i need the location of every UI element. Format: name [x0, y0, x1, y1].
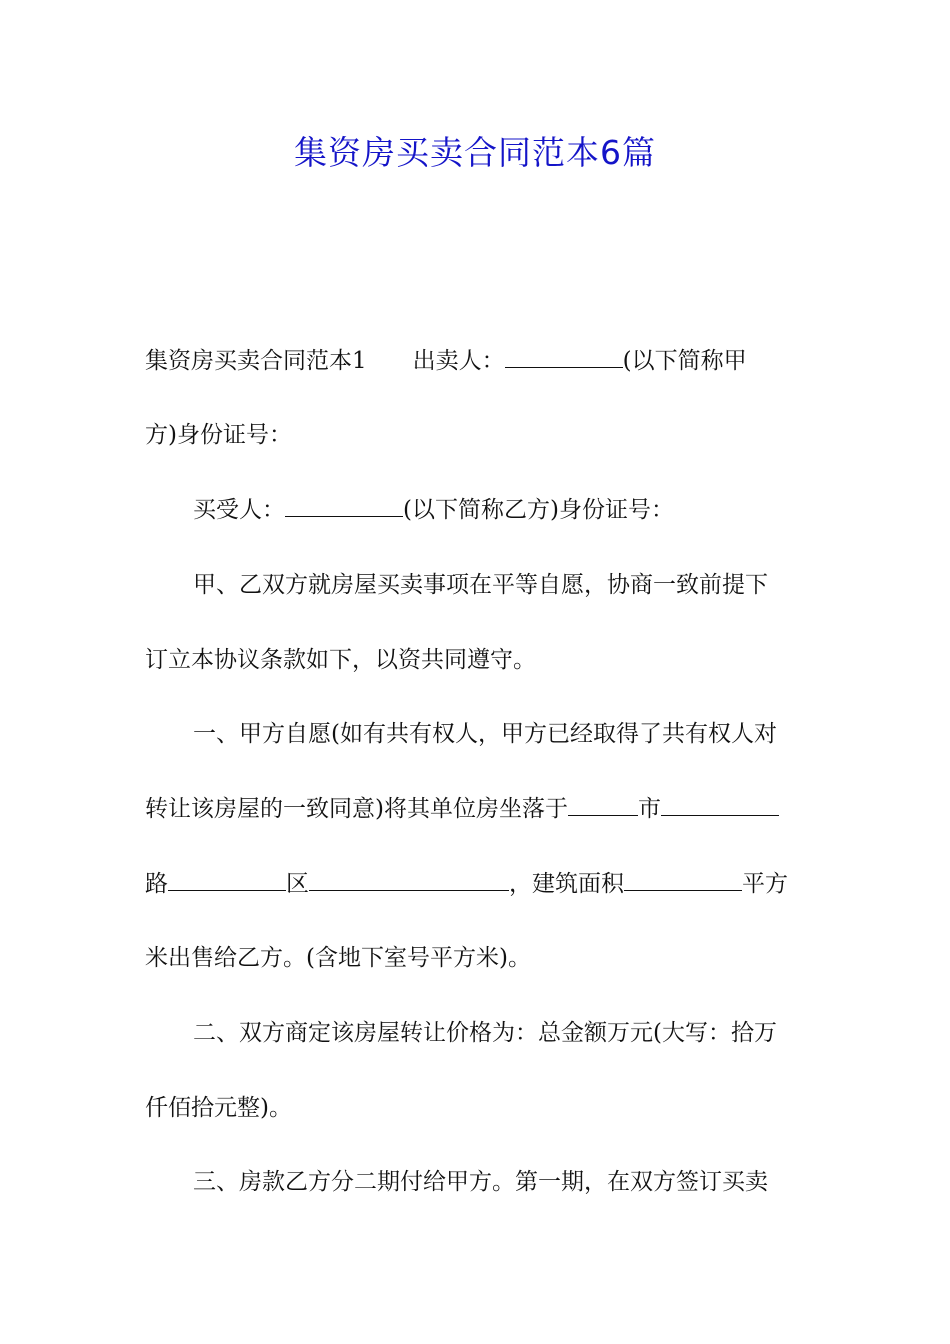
buyer-name-blank: [285, 492, 403, 517]
line-text: 集资房买卖合同范本1 出卖人：: [145, 348, 505, 374]
paragraph-line: [145, 789, 807, 829]
paragraph-line: [193, 1162, 807, 1202]
line-text: (以下简称乙方)身份证号：: [403, 497, 674, 523]
paragraph-line: [145, 640, 807, 680]
line-text: 仟佰拾元整)。: [145, 1095, 292, 1121]
line-text: 平方: [742, 871, 788, 897]
paragraph-line: [145, 1088, 807, 1128]
city-blank: [568, 791, 638, 816]
paragraph-line: [193, 714, 807, 754]
line-text: 米出售给乙方。(含地下室号平方米)。: [145, 945, 531, 971]
line-text: 三、房款乙方分二期付给甲方。第一期，在双方签订买卖: [193, 1169, 768, 1195]
line-text: 市: [637, 796, 661, 822]
line-text: 路: [145, 871, 168, 897]
line-text: 二、双方商定该房屋转让价格为：总金额万元(大写：拾万: [193, 1020, 777, 1046]
district-blank: [309, 866, 509, 891]
paragraph-line: [193, 1013, 807, 1053]
line-text: ，建筑面积: [509, 871, 624, 897]
paragraph-line: [145, 864, 807, 904]
road-name-blank: [168, 866, 286, 891]
area-blank: [624, 866, 742, 891]
line-text: 甲、乙双方就房屋买卖事项在平等自愿，协商一致前提下: [193, 572, 768, 598]
paragraph-line: [193, 565, 807, 605]
document-title: 集资房买卖合同范本6篇: [294, 133, 656, 172]
paragraph-line: [145, 341, 807, 381]
line-text: 方)身份证号：: [145, 422, 292, 448]
seller-name-blank: [505, 343, 623, 368]
line-text: 买受人：: [193, 497, 285, 523]
road-blank: [661, 791, 779, 816]
line-text: 订立本协议条款如下，以资共同遵守。: [145, 647, 536, 673]
line-text: 区: [286, 871, 309, 897]
line-text: (以下简称甲: [622, 348, 747, 374]
paragraph-line: [145, 415, 807, 455]
line-text: 一、甲方自愿(如有共有权人，甲方已经取得了共有权人对: [193, 721, 777, 747]
paragraph-line: [145, 938, 807, 978]
line-text: 转让该房屋的一致同意)将其单位房坐落于: [145, 796, 568, 822]
paragraph-line: [193, 490, 807, 530]
